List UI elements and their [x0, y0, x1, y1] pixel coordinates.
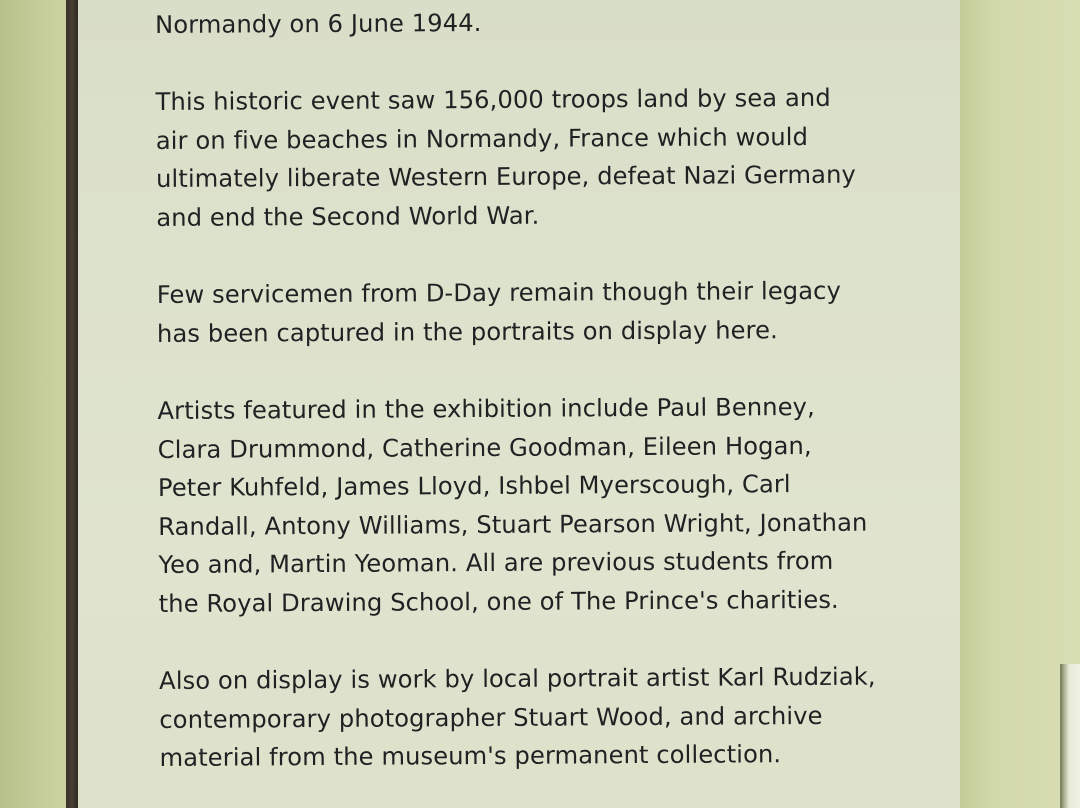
paragraph-gap	[155, 40, 935, 83]
text-line: Also on display is work by local portrait artist Karl Rudziak,	[159, 662, 876, 696]
paragraph-gap	[156, 233, 936, 276]
text-line: Yeo and, Martin Yeoman. All are previous students from	[158, 547, 834, 580]
text-line: Peter Kuhfeld, James Lloyd, Ishbel Myerscough, Carl	[157, 470, 791, 503]
text-line: contemporary photographer Stuart Wood, and archive	[159, 701, 823, 734]
text-line: This historic event saw 156,000 troops land by sea and	[155, 84, 831, 117]
text-line: Artists featured in the exhibition include Paul Benney,	[157, 392, 815, 425]
paragraph-also	[159, 657, 940, 778]
text-line: Normandy on 6 June 1944.	[155, 9, 482, 39]
paragraph-date	[155, 1, 935, 44]
text-line: has been captured in the portraits on display here.	[156, 315, 778, 348]
paragraph-artists	[157, 387, 938, 623]
adjacent-frame	[1060, 664, 1080, 808]
paragraph-gap	[159, 619, 939, 662]
panel-edge	[66, 0, 78, 808]
text-line: Clara Drummond, Catherine Goodman, Eileen Hogan,	[157, 431, 812, 464]
text-line: Randall, Antony Williams, Stuart Pearson Wright, Jonathan	[158, 508, 868, 541]
text-line: Few servicemen from D-Day remain though their legacy	[156, 276, 842, 310]
wall-left	[0, 0, 66, 808]
paragraph-legacy	[157, 271, 937, 353]
paragraph-gap	[157, 349, 937, 392]
sign-text	[155, 1, 940, 778]
text-line: the Royal Drawing School, one of The Prince's charities.	[158, 585, 839, 618]
text-line: air on five beaches in Normandy, France which would	[155, 122, 809, 155]
text-line: and end the Second World War.	[156, 201, 540, 232]
text-line: material from the museum's permanent collection.	[159, 740, 782, 773]
text-line: ultimately liberate Western Europe, defeat Nazi Germany	[155, 161, 856, 194]
paragraph-event	[155, 78, 936, 237]
